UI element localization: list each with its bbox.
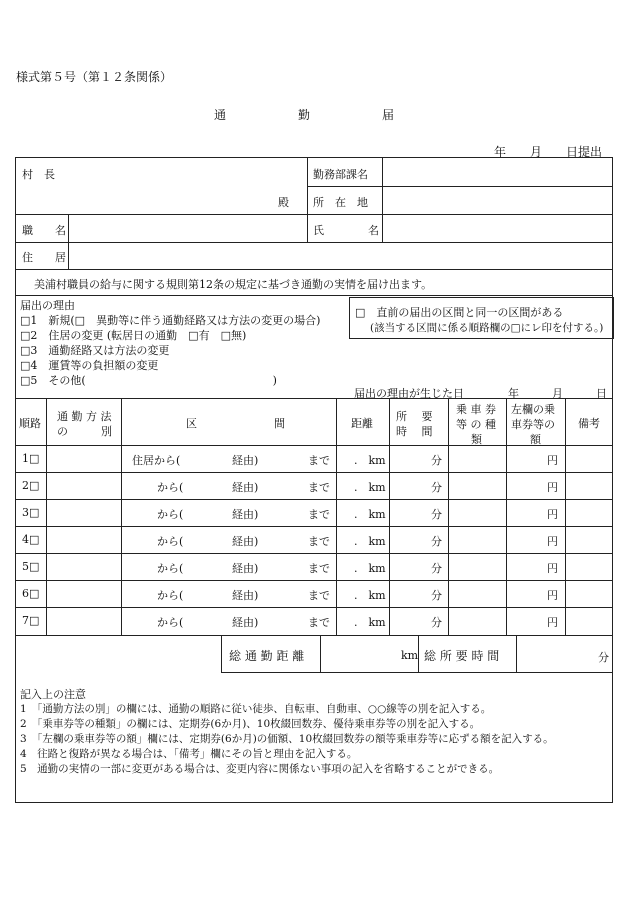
- rule: [506, 398, 507, 635]
- form-number: 様式第５号（第１２条関係）: [16, 70, 173, 84]
- form-title: 通 勤 届: [214, 108, 395, 122]
- honorific-label: 殿: [278, 196, 289, 209]
- mayor-label: 村 長: [22, 168, 55, 181]
- address-label: 住 居: [22, 251, 66, 264]
- section-via: 経由): [232, 616, 259, 629]
- rule: [15, 580, 613, 581]
- rule: [15, 472, 613, 473]
- section-via: 経由): [232, 589, 259, 602]
- rule: [15, 607, 613, 608]
- amount-cell: 円: [547, 535, 558, 548]
- location-field[interactable]: [383, 187, 612, 213]
- dept-field[interactable]: [383, 158, 612, 185]
- rule: [418, 635, 419, 672]
- section-via: 経由): [232, 481, 259, 494]
- rule: [15, 445, 613, 446]
- time-cell: 分: [431, 454, 442, 467]
- amount-cell: 円: [547, 454, 558, 467]
- rule: [15, 635, 613, 636]
- section-to: まで: [308, 562, 330, 575]
- amount-cell: 円: [547, 616, 558, 629]
- amount-cell: 円: [547, 589, 558, 602]
- route-checkbox[interactable]: 1□: [22, 452, 40, 465]
- reason-item[interactable]: □5 その他( ): [20, 374, 277, 387]
- dept-label: 勤務部課名: [313, 168, 368, 181]
- notes-heading: 記入上の注意: [20, 688, 86, 701]
- total-time-unit: 分: [598, 651, 609, 664]
- name-label: 氏 名: [313, 224, 379, 237]
- distance-cell: . km: [354, 616, 386, 629]
- same-section-note: (該当する区間に係る順路欄の□にレ印を付する。): [370, 322, 604, 334]
- note-item: 4 往路と復路が異なる場合は、「備考」欄にその旨と理由を記入する。: [20, 748, 358, 760]
- reason-item[interactable]: □4 運賃等の負担額の変更: [20, 359, 159, 372]
- rule: [221, 672, 613, 673]
- time-cell: 分: [431, 589, 442, 602]
- distance-cell: . km: [354, 481, 386, 494]
- amount-cell: 円: [547, 562, 558, 575]
- section-from: から(: [157, 481, 184, 494]
- section-via: 経由): [232, 535, 259, 548]
- rule: [15, 553, 613, 554]
- section-from: から(: [157, 616, 184, 629]
- total-time-label: 総 所 要 時 間: [424, 649, 500, 663]
- rule: [336, 398, 337, 635]
- header-remarks: 備考: [578, 417, 600, 430]
- submission-date: 年 月 日提出: [494, 145, 603, 159]
- section-via: 経由): [232, 508, 259, 521]
- section-from: 住居から(: [132, 454, 181, 467]
- distance-cell: . km: [354, 589, 386, 602]
- distance-cell: . km: [354, 535, 386, 548]
- time-cell: 分: [431, 535, 442, 548]
- rule: [221, 635, 222, 672]
- rule: [15, 499, 613, 500]
- same-section-checkbox[interactable]: □ 直前の届出の区間と同一の区間がある: [355, 306, 564, 319]
- address-field[interactable]: [69, 243, 612, 268]
- header-distance: 距離: [351, 417, 373, 430]
- header-ticket-type: 乗 車 券: [456, 403, 496, 416]
- distance-cell: . km: [354, 454, 386, 467]
- header-amount: 額: [530, 433, 541, 446]
- route-checkbox[interactable]: 5□: [22, 560, 40, 573]
- rule: [516, 635, 517, 672]
- route-checkbox[interactable]: 4□: [22, 533, 40, 546]
- section-to: まで: [308, 508, 330, 521]
- location-label: 所 在 地: [313, 196, 368, 209]
- section-from: から(: [157, 562, 184, 575]
- rule: [389, 398, 390, 635]
- note-item: 2 「乗車券等の種類」の欄には、定期券(6か月)、10枚綴回数券、優待乗車券等の別を記入する。: [20, 718, 481, 730]
- section-via: 経由): [232, 454, 259, 467]
- route-checkbox[interactable]: 6□: [22, 587, 40, 600]
- section-to: まで: [308, 535, 330, 548]
- post-field[interactable]: [69, 215, 306, 241]
- rule: [46, 398, 47, 635]
- header-method: の 別: [57, 425, 112, 438]
- route-checkbox[interactable]: 3□: [22, 506, 40, 519]
- rule: [307, 157, 308, 242]
- header-ticket-type: 類: [471, 433, 482, 446]
- amount-cell: 円: [547, 481, 558, 494]
- reason-item[interactable]: □3 通勤経路又は方法の変更: [20, 344, 170, 357]
- header-section: 区 間: [186, 417, 285, 430]
- time-cell: 分: [431, 562, 442, 575]
- post-label: 職 名: [22, 224, 66, 237]
- note-item: 3 「左欄の乗車券等の額」欄には、定期券(6か月)の価額、10枚綴回数券の額等乗車券等に応ずる額を記入する。: [20, 733, 554, 745]
- rule: [15, 526, 613, 527]
- total-distance-label: 総 通 勤 距 離: [229, 649, 305, 663]
- header-amount: 車券等の: [511, 418, 555, 431]
- name-field[interactable]: [383, 215, 612, 241]
- amount-cell: 円: [547, 508, 558, 521]
- header-time: 時 間: [396, 425, 433, 438]
- section-from: から(: [157, 589, 184, 602]
- rule: [15, 295, 613, 296]
- time-cell: 分: [431, 508, 442, 521]
- rule: [320, 635, 321, 672]
- time-cell: 分: [431, 616, 442, 629]
- reason-item[interactable]: □2 住居の変更 (転居日の通勤 □有 □無): [20, 329, 247, 342]
- note-item: 5 通勤の実情の一部に変更がある場合は、変更内容に関係ない事項の記入を省略することができる。: [20, 763, 500, 775]
- note-item: 1 「通勤方法の別」の欄には、通勤の順路に従い徒歩、自転車、自動車、○○線等の別を記入する。: [20, 703, 492, 715]
- section-to: まで: [308, 454, 330, 467]
- rule: [121, 398, 122, 635]
- rule: [565, 398, 566, 635]
- section-via: 経由): [232, 562, 259, 575]
- route-checkbox[interactable]: 7□: [22, 614, 40, 627]
- reason-item[interactable]: □1 新規(□ 異動等に伴う通勤経路又は方法の変更の場合): [20, 314, 321, 327]
- distance-cell: . km: [354, 508, 386, 521]
- rule: [15, 398, 613, 399]
- header-amount: 左欄の乗: [511, 403, 555, 416]
- section-to: まで: [308, 481, 330, 494]
- total-distance-unit: km: [401, 649, 419, 662]
- rule: [448, 398, 449, 635]
- section-to: まで: [308, 589, 330, 602]
- section-to: まで: [308, 616, 330, 629]
- statement-text: 美浦村職員の給与に関する規則第12条の規定に基づき通勤の実情を届け出ます。: [34, 278, 433, 291]
- section-from: から(: [157, 508, 184, 521]
- header-ticket-type: 等 の 種: [456, 418, 496, 431]
- rule: [15, 269, 613, 270]
- header-method: 通 勤 方 法: [57, 410, 112, 423]
- time-cell: 分: [431, 481, 442, 494]
- distance-cell: . km: [354, 562, 386, 575]
- route-checkbox[interactable]: 2□: [22, 479, 40, 492]
- section-from: から(: [157, 535, 184, 548]
- header-time: 所 要: [396, 410, 433, 423]
- occurred-date: 届出の理由が生じた日 年 月 日: [354, 387, 607, 400]
- header-route: 順路: [19, 417, 41, 430]
- reason-heading: 届出の理由: [20, 299, 75, 312]
